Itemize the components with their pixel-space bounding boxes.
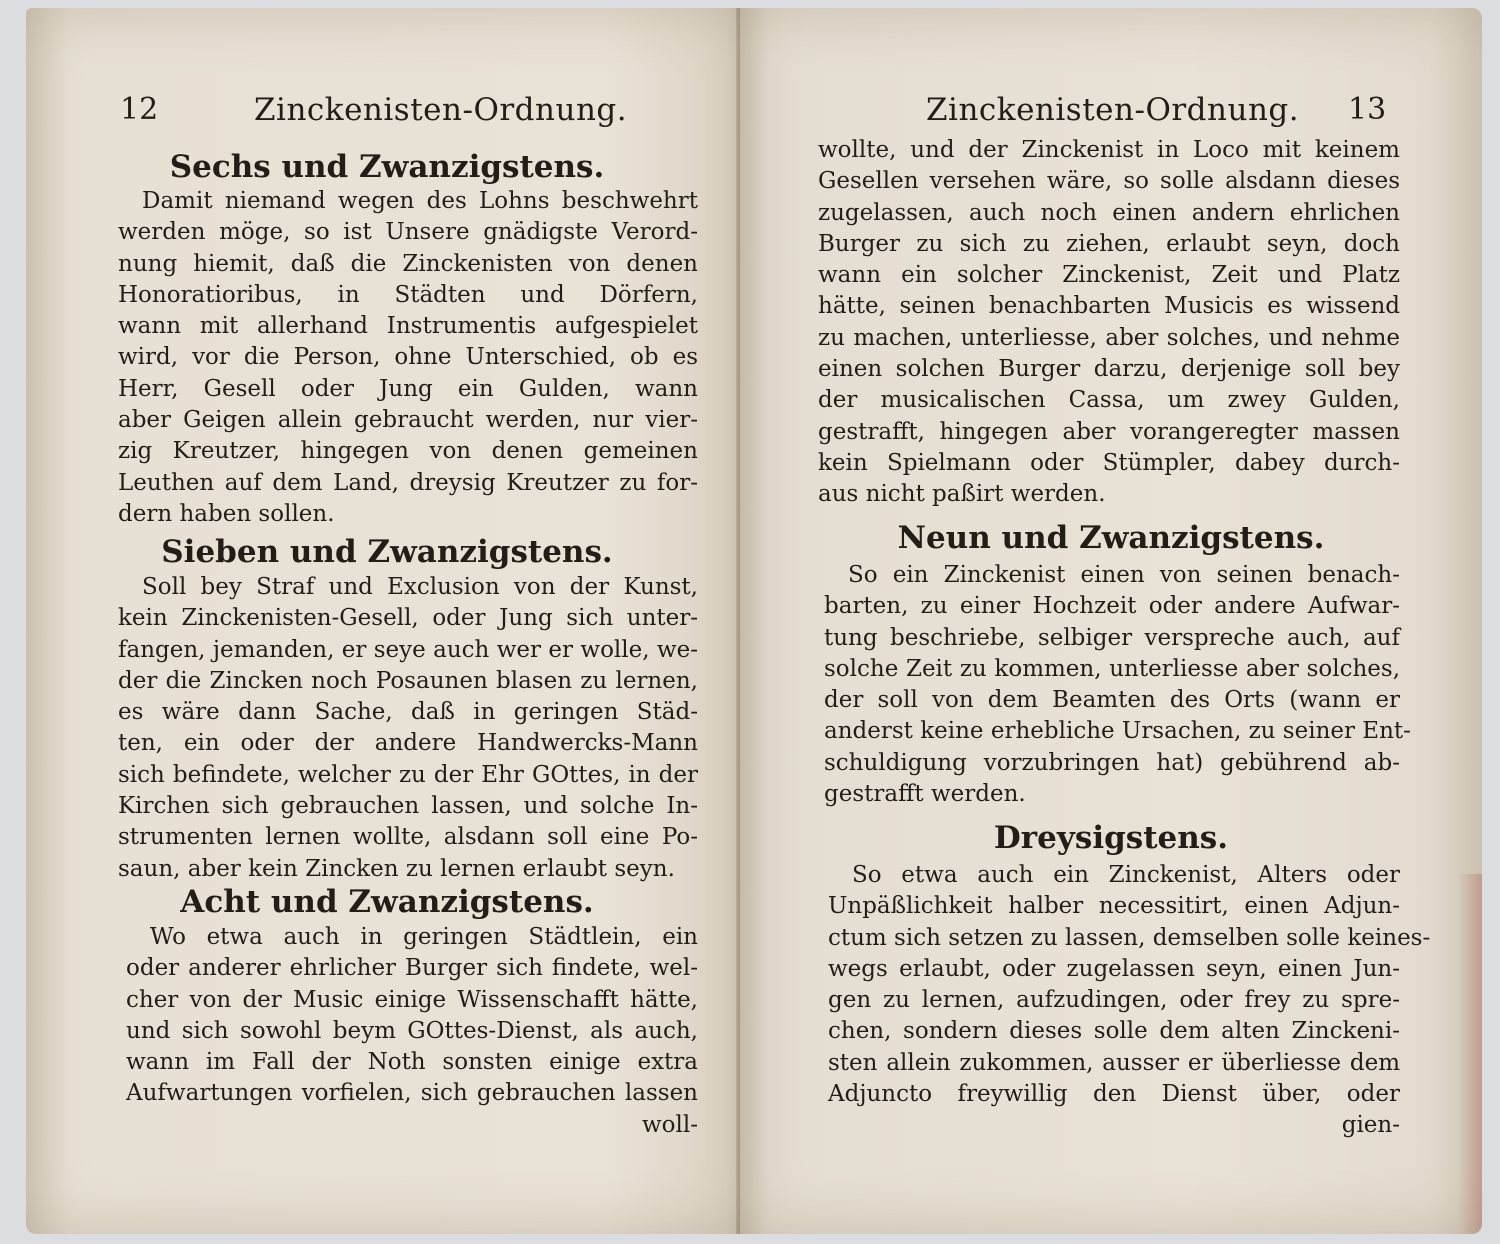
text-line: gestrafft, hingegen aber vorangeregter massen <box>818 418 1400 445</box>
text-line: zig Kreutzer, hingegen von denen gemeinen <box>118 438 698 465</box>
text-line: wann ein solcher Zinckenist, Zeit und Platz <box>818 262 1400 289</box>
text-line: nung hiemit, daß die Zinckenisten von denen <box>118 250 698 277</box>
text-line: strumenten lernen wollte, alsdann soll eine Po- <box>118 824 698 851</box>
left-page <box>26 8 748 1234</box>
text-line: aber Geigen allein gebraucht werden, nur vier- <box>118 407 698 434</box>
section-heading: Neun und Zwanzigstens. <box>897 520 1325 556</box>
text-line: Gesellen versehen wäre, so solle alsdann dieses <box>818 168 1400 195</box>
page-number: 12 <box>120 92 159 127</box>
text-line: Honoratioribus, in Städten und Dörfern, <box>118 281 698 308</box>
section-heading: Dreysigstens. <box>993 820 1229 856</box>
text-line: gen zu lernen, aufzudingen, oder frey zu spre- <box>828 987 1400 1014</box>
text-line: ten, ein oder der andere Handwercks-Mann <box>118 730 698 757</box>
text-line: tung beschriebe, selbiger verspreche auch, auf <box>824 624 1400 651</box>
continuation-body <box>818 135 1400 511</box>
running-head: Zinckenisten-Ordnung. <box>254 92 628 128</box>
text-line: Wo etwa auch in geringen Städtlein, ein <box>150 924 698 950</box>
text-line: schuldigung vorzubringen hat) gebührend ab- <box>824 749 1400 776</box>
text-line: solche Zeit zu kommen, unterliesse aber solches, <box>824 655 1400 682</box>
text-line: sich befindete, welcher zu der Ehr GOttes, in der <box>118 761 698 788</box>
text-line: wegs erlaubt, oder zugelassen seyn, einen Jun- <box>828 955 1400 982</box>
text-line: zugelassen, auch noch einen andern ehrlichen <box>818 199 1400 226</box>
section-heading: Acht und Zwanzigstens. <box>180 884 594 920</box>
text-line: der soll von dem Beamten des Orts (wann er <box>824 687 1400 714</box>
text-line: Damit niemand wegen des Lohns beschwehrt <box>142 188 698 214</box>
text-line: wann mit allerhand Instrumentis aufgespielet <box>118 313 698 340</box>
text-line: Adjuncto freywillig den Dienst über, oder <box>828 1081 1400 1108</box>
text-line: barten, zu einer Hochzeit oder andere Aufwar- <box>824 593 1400 620</box>
text-line: hätte, seinen benachbarten Musicis es wissend <box>818 293 1400 320</box>
text-line: es wäre dann Sache, daß in geringen Städ- <box>118 699 698 726</box>
text-line: aus nicht paßirt werden. <box>818 481 1106 508</box>
text-line: werden möge, so ist Unsere gnädigste Verord- <box>118 219 698 246</box>
section-body <box>828 860 1431 1142</box>
section-body <box>118 572 698 885</box>
text-line: und sich sowohl beym GOttes-Dienst, als auch, <box>126 1017 698 1044</box>
section-heading: Sieben und Zwanzigstens. <box>161 534 613 570</box>
section-body <box>824 560 1411 810</box>
text-line: Soll bey Straf und Exclusion von der Kunst, <box>142 574 698 600</box>
text-line: fangen, jemanden, er seye auch wer er wolle, we- <box>118 636 698 663</box>
text-line: Burger zu sich zu ziehen, erlaubt seyn, doch <box>818 230 1400 257</box>
book-spread <box>12 8 1490 1236</box>
section-body <box>126 922 698 1141</box>
text-line: So ein Zinckenist einen von seinen benach- <box>848 562 1400 588</box>
text-line: ctum sich setzen zu lassen, demselben solle keines- <box>828 924 1431 951</box>
text-line: Unpäßlichkeit halber necessitirt, einen Adjun- <box>828 893 1400 920</box>
text-line: dern haben sollen. <box>118 500 335 527</box>
text-line: saun, aber kein Zincken zu lernen erlaubt seyn. <box>118 855 675 882</box>
text-line: der die Zincken noch Posaunen blasen zu lernen, <box>118 667 698 694</box>
text-line: Herr, Gesell oder Jung ein Gulden, wann <box>118 375 698 402</box>
text-line: zu machen, unterliesse, aber solches, und nehme <box>818 324 1400 351</box>
text-line: chen, sondern dieses solle dem alten Zinckeni- <box>828 1018 1400 1045</box>
right-page <box>740 8 1482 1234</box>
catchword: woll- <box>641 1111 698 1138</box>
text-line: Leuthen auf dem Land, dreysig Kreutzer zu for- <box>118 469 698 496</box>
text-line: anderst keine erhebliche Ursachen, zu seiner Ent- <box>824 718 1411 745</box>
section-body <box>118 186 698 530</box>
text-line: wollte, und der Zinckenist in Loco mit keinem <box>818 137 1400 163</box>
text-line: Kirchen sich gebrauchen lassen, und solche In- <box>118 793 698 820</box>
text-line: oder anderer ehrlicher Burger sich findete, wel- <box>126 955 698 982</box>
text-line: kein Spielmann oder Stümpler, dabey durch- <box>818 449 1400 476</box>
page-edge-stain <box>1458 874 1482 1234</box>
text-line: kein Zinckenisten-Gesell, oder Jung sich unter- <box>118 605 698 632</box>
text-line: sten allein zukommen, ausser er überliesse dem <box>828 1049 1400 1076</box>
text-line: wann im Fall der Noth sonsten einige extra <box>126 1049 698 1076</box>
text-line: Aufwartungen vorfielen, sich gebrauchen lassen <box>126 1080 698 1107</box>
text-line: cher von der Music einige Wissenschafft hätte, <box>126 986 698 1013</box>
text-line: gestrafft werden. <box>824 781 1026 808</box>
text-line: der musicalischen Cassa, um zwey Gulden, <box>818 387 1400 414</box>
running-head: Zinckenisten-Ordnung. <box>926 92 1300 128</box>
text-line: wird, vor die Person, ohne Unterschied, ob es <box>118 344 698 371</box>
catchword: gien- <box>1341 1112 1400 1139</box>
section-heading: Sechs und Zwanzigstens. <box>169 149 605 185</box>
page-number: 13 <box>1348 92 1387 127</box>
text-line: einen solchen Burger darzu, derjenige soll bey <box>818 356 1400 383</box>
text-line: So etwa auch ein Zinckenist, Alters oder <box>852 862 1400 888</box>
